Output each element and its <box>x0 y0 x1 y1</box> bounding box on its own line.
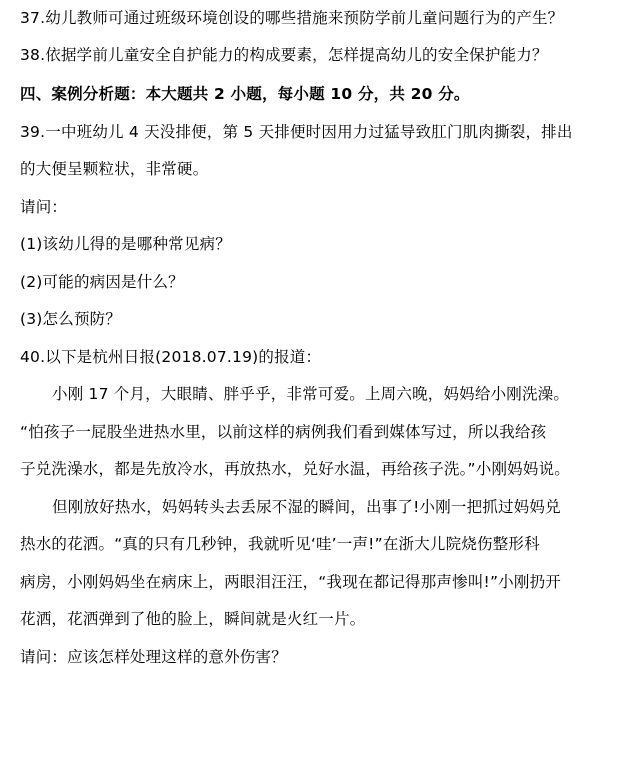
question-39-sub-2: (2)可能的病因是什么？ <box>20 273 184 291</box>
report-paragraph-2-line-2: 热水的花洒。“真的只有几秒钟，我就听见‘哇’一声!”在浙大儿院烧伤整形科 <box>20 535 540 553</box>
report-paragraph-2-line-1: 但刚放好热水，妈妈转头去丢尿不湿的瞬间，出事了!小刚一把抓过妈妈兑 <box>52 498 561 516</box>
question-40-prompt: 请问：应该怎样处理这样的意外伤害？ <box>20 648 287 666</box>
report-paragraph-2-line-4: 花洒，花洒弹到了他的脸上，瞬间就是火红一片。 <box>20 610 366 628</box>
question-39-sub-1: (1)该幼儿得的是哪种常见病？ <box>20 235 231 253</box>
section-heading-case-analysis: 四、案例分析题：本大题共 2 小题，每小题 10 分，共 20 分。 <box>20 85 470 103</box>
question-39-sub-3: (3)怎么预防？ <box>20 310 122 328</box>
question-37: 37.幼儿教师可通过班级环境创设的哪些措施来预防学前儿童问题行为的产生？ <box>20 9 564 27</box>
question-38: 38.依据学前儿童安全自护能力的构成要素，怎样提高幼儿的安全保护能力？ <box>20 46 548 64</box>
report-paragraph-2-line-3: 病房，小刚妈妈坐在病床上，两眼泪汪汪，“我现在都记得那声惨叫!”小刚扔开 <box>20 573 561 591</box>
report-paragraph-1-line-1: 小刚 17 个月，大眼睛、胖乎乎，非常可爱。上周六晚，妈妈给小刚洗澡。 <box>52 385 570 403</box>
report-paragraph-1-line-2: “怕孩子一屁股坐进热水里，以前这样的病例我们看到媒体写过，所以我给孩 <box>20 423 547 441</box>
report-paragraph-1-line-3: 子兑洗澡水，都是先放冷水，再放热水，兑好水温，再给孩子洗。”小刚妈妈说。 <box>20 460 570 478</box>
question-39-prompt: 请问： <box>20 198 68 216</box>
question-39-line-2: 的大便呈颗粒状，非常硬。 <box>20 160 209 178</box>
question-40-intro: 40.以下是杭州日报(2018.07.19)的报道： <box>20 348 322 366</box>
question-39-line-1: 39.一中班幼儿 4 天没排便，第 5 天排便时因用力过猛导致肛门肌肉撕裂，排出 <box>20 123 573 141</box>
